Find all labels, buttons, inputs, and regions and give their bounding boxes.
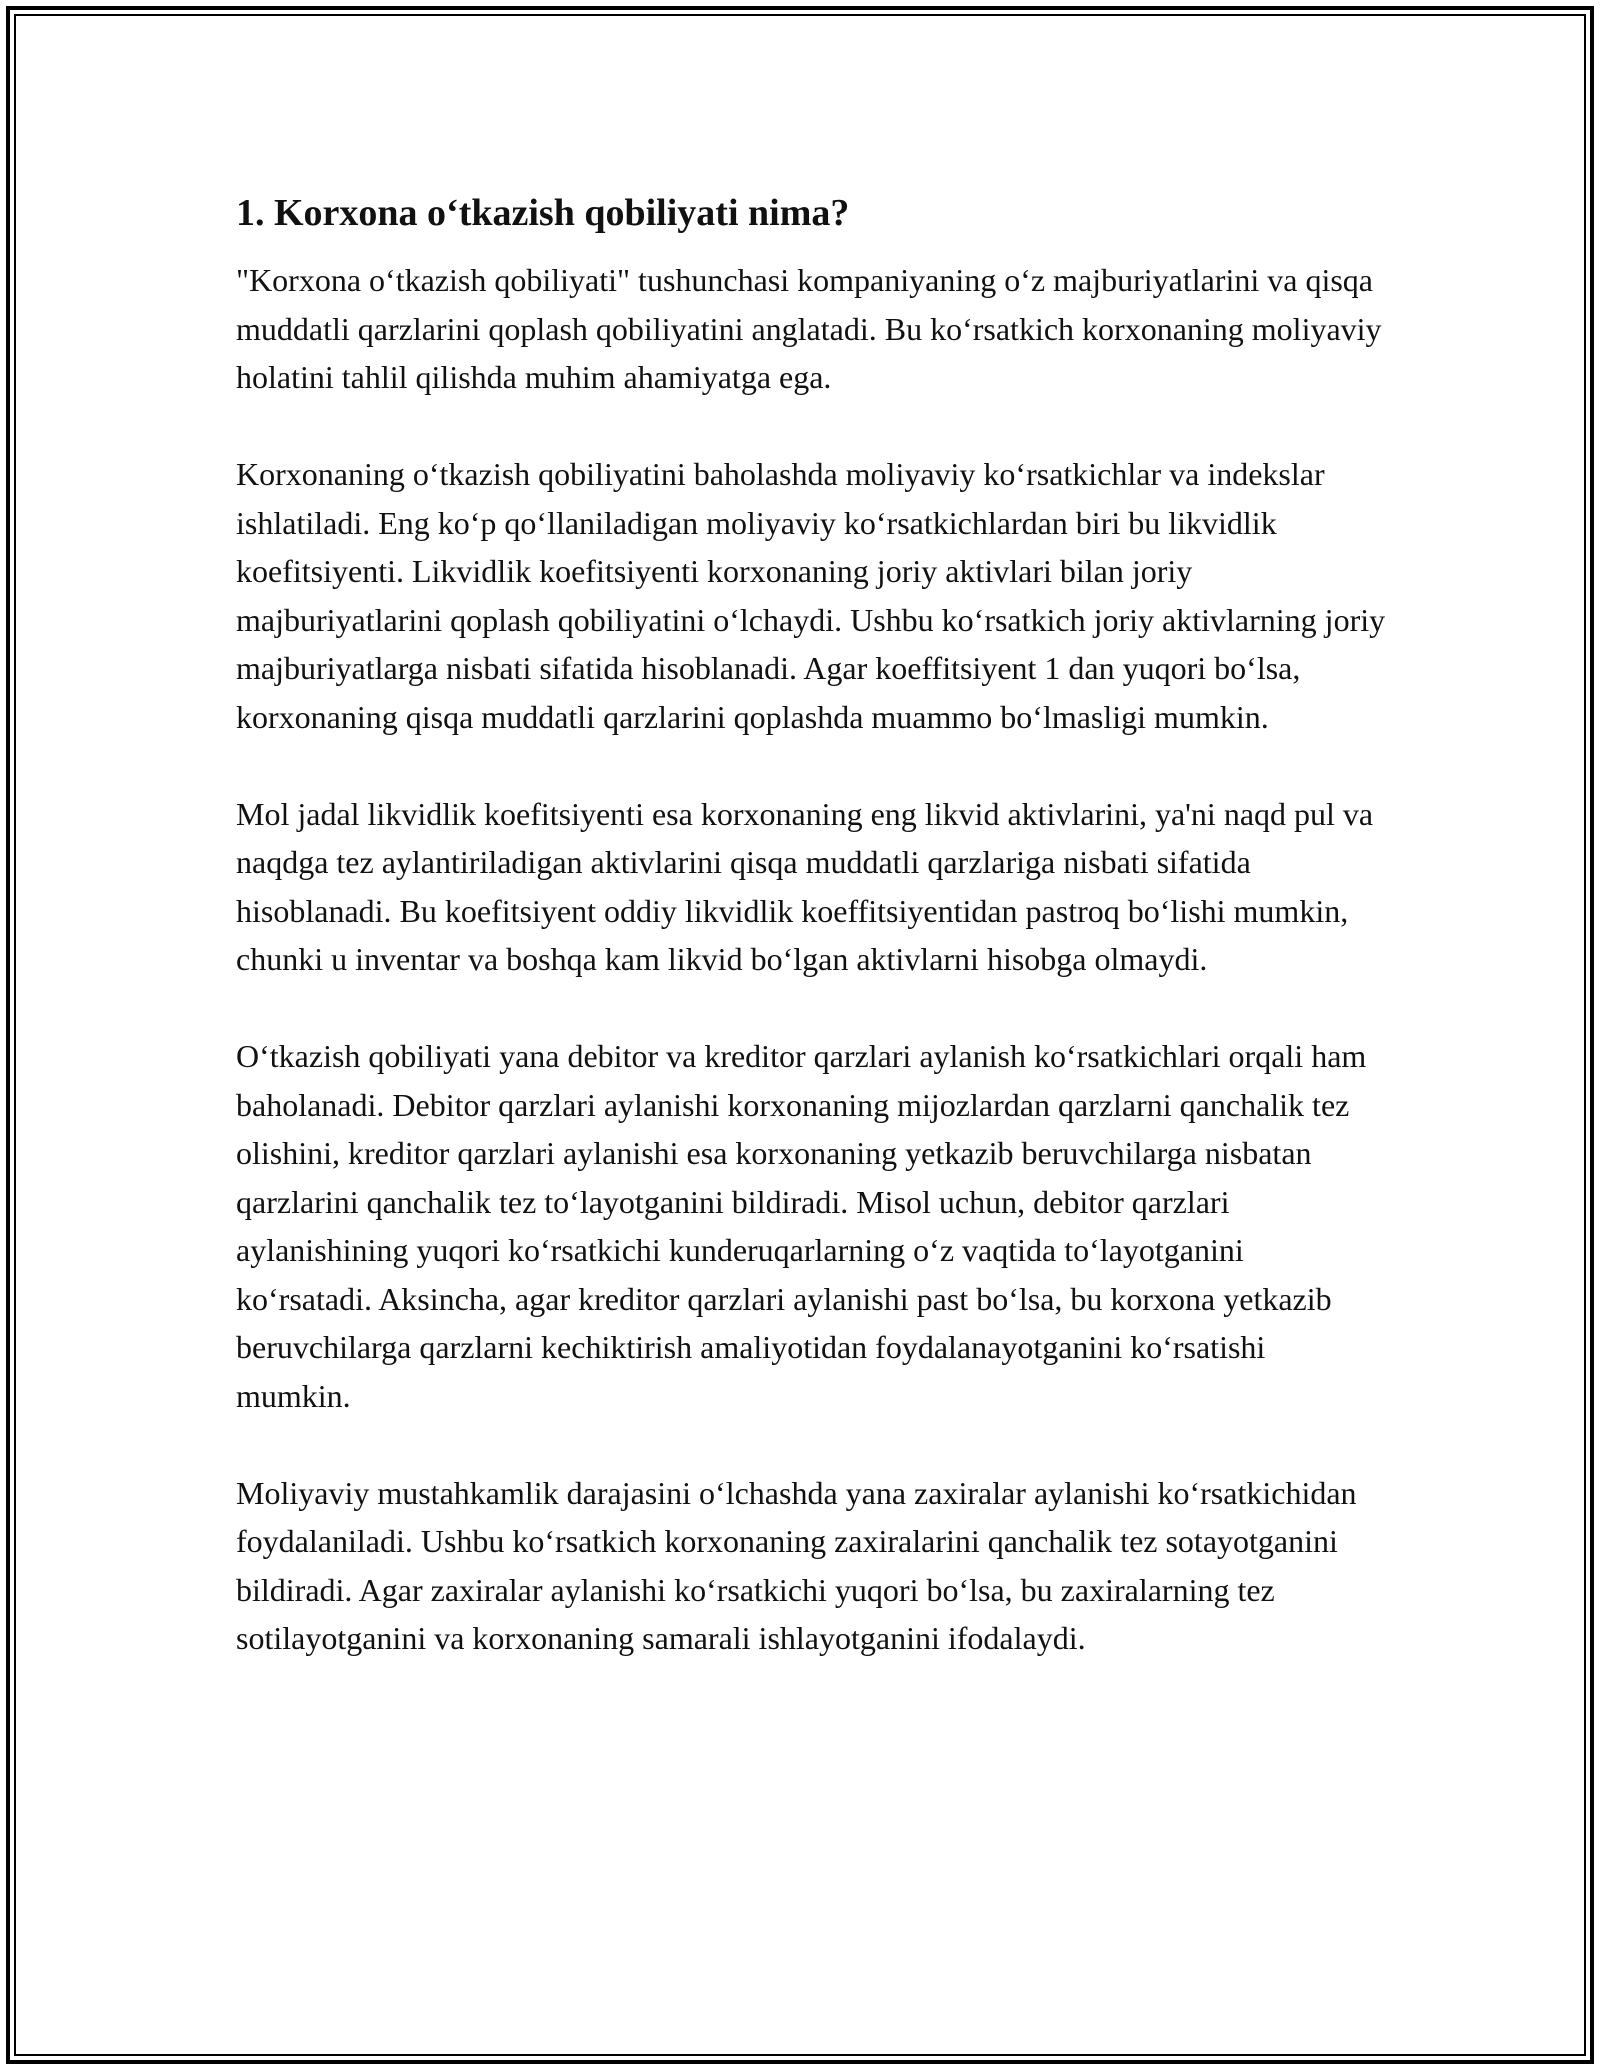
paragraph-4: Oʻtkazish qobiliyati yana debitor va kreditor qarzlari aylanish koʻrsatkichlari orqali ham baholanadi. Debitor qarzlari aylanishi korxonaning mijozlardan qarzlarni qanchalik tez olishini, kreditor qarzlari aylanishi esa korxonaning yetkazib beruvchilarga nisbatan qarzlarini qanchalik tez toʻlayotganini bildiradi. Misol uchun, debitor qarzlari aylanishining yuqori koʻrsatkichi kunderuqarlarning oʻz vaqtida toʻlayotganini koʻrsatadi. Aksincha, agar kreditor qarzlari aylanishi past boʻlsa, bu korxona yetkazib beruvchilarga qarzlarni kechiktirish amaliyotidan foydalanayotganini koʻrsatishi mumkin.	[236, 1038, 1367, 1414]
document-body	[236, 186, 1386, 1711]
page-title: 1. Korxona oʻtkazish qobiliyati nima?	[236, 192, 850, 234]
paragraph-1: "Korxona oʻtkazish qobiliyati" tushunchasi kompaniyaning oʻz majburiyatlarini va qisqa muddatli qarzlarini qoplash qobiliyatini anglatadi. Bu koʻrsatkich korxonaning moliyaviy holatini tahlil qilishda muhim ahamiyatga ega.	[236, 262, 1382, 395]
paragraph-3: Mol jadal likvidlik koefitsiyenti esa korxonaning eng likvid aktivlarini, ya'ni naqd pul va naqdga tez aylantiriladigan aktivlarini qisqa muddatli qarzlariga nisbati sifatida hisoblanadi. Bu koefitsiyent oddiy likvidlik koeffitsiyentidan pastroq boʻlishi mumkin, chunki u inventar va boshqa kam likvid boʻlgan aktivlarni hisobga olmaydi.	[236, 795, 1374, 977]
paragraph-5: Moliyaviy mustahkamlik darajasini oʻlchashda yana zaxiralar aylanishi koʻrsatkichidan foydalaniladi. Ushbu koʻrsatkich korxonaning zaxiralarini qanchalik tez sotayotganini bildiradi. Agar zaxiralar aylanishi koʻrsatkichi yuqori boʻlsa, bu zaxiralarning tez sotilayotganini va korxonaning samarali ishlayotganini ifodalaydi.	[236, 1474, 1357, 1656]
paragraph-2: Korxonaning oʻtkazish qobiliyatini baholashda moliyaviy koʻrsatkichlar va indekslar ishlatiladi. Eng koʻp qoʻllaniladigan moliyaviy koʻrsatkichlardan biri bu likvidlik koefitsiyenti. Likvidlik koefitsiyenti korxonaning joriy aktivlari bilan joriy majburiyatlarini qoplash qobiliyatini oʻlchaydi. Ushbu koʻrsatkich joriy aktivlarning joriy majburiyatlarga nisbati sifatida hisoblanadi. Agar koeffitsiyent 1 dan yuqori boʻlsa, korxonaning qisqa muddatli qarzlarini qoplashda muammo boʻlmasligi mumkin.	[236, 456, 1386, 735]
